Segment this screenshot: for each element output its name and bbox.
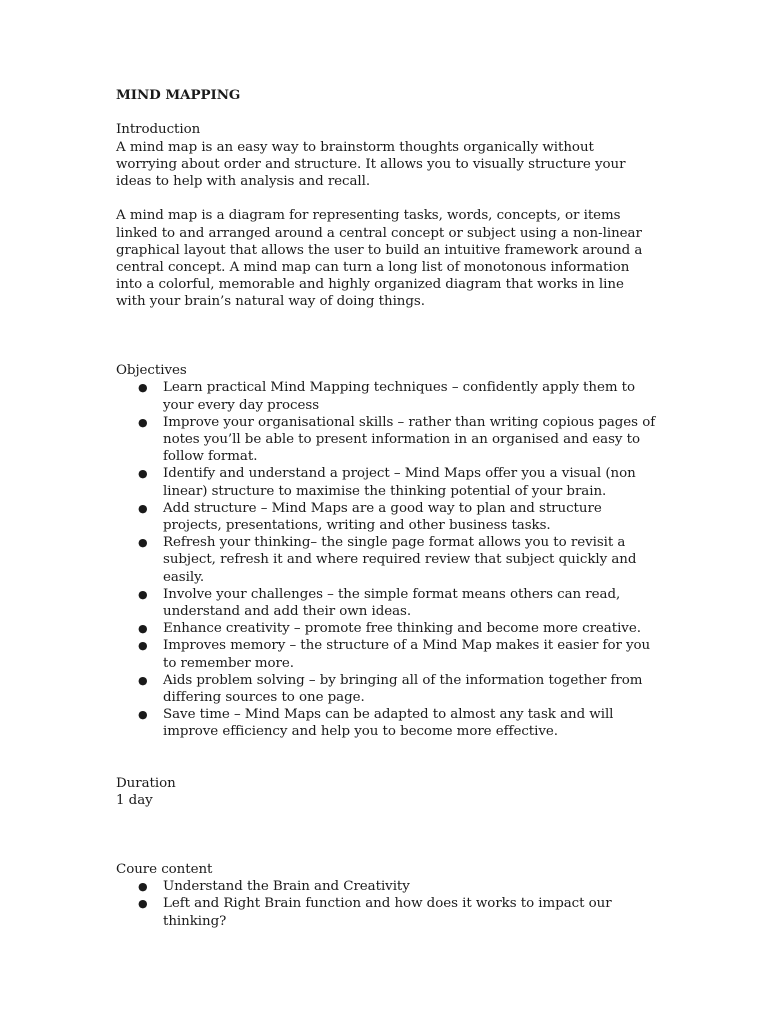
course-content-heading: Coure content <box>116 862 213 878</box>
list-item-text: Involve your challenges – the simple format means others can read, understand and add their own ideas. <box>163 586 621 620</box>
list-item-text: Improves memory – the structure of a Mind Map makes it easier for you to remember more. <box>163 638 651 671</box>
list-item <box>116 637 656 671</box>
bullet-icon: ● <box>138 708 148 722</box>
objectives-heading: Objectives <box>116 363 187 379</box>
objectives-list <box>116 379 656 740</box>
list-item-text: Understand the Brain and Creativity <box>163 879 410 895</box>
list-item <box>116 534 656 586</box>
bullet-icon: ● <box>138 501 148 515</box>
bullet-icon: ● <box>138 897 148 911</box>
list-item <box>116 500 656 534</box>
list-item <box>116 895 656 929</box>
bullet-icon: ● <box>138 381 148 395</box>
list-item <box>116 586 656 620</box>
bullet-icon: ● <box>138 673 148 687</box>
bullet-icon: ● <box>138 467 148 481</box>
document-page <box>116 87 656 930</box>
list-item <box>116 465 656 499</box>
introduction-paragraph-2: A mind map is a diagram for representing tasks, words, concepts, or items linked to and arranged around a central concept or subject using a non-linear graphical layout that allows the user to build an intuitive framework around a central concept. A mind map can turn a long list of monotonous information into a colorful, memorable and highly organized diagram that works in line with your brain’s natural way of doing things. <box>116 208 643 310</box>
list-item-text: Improve your organisational skills – rather than writing copious pages of notes you’ll be able to present information in an organised and easy to follow format. <box>163 414 656 465</box>
bullet-icon: ● <box>138 536 148 550</box>
list-item-text: Add structure – Mind Maps are a good way to plan and structure projects, presentations, writing and other business tasks. <box>163 500 602 534</box>
course-content-list <box>116 878 656 930</box>
list-item <box>116 379 656 413</box>
list-item-text: Learn practical Mind Mapping techniques – confidently apply them to your every day process <box>163 380 636 413</box>
bullet-icon: ● <box>138 587 148 601</box>
document-title: MIND MAPPING <box>116 87 241 103</box>
duration-heading: Duration <box>116 776 176 792</box>
list-item <box>116 414 656 466</box>
bullet-icon: ● <box>138 880 148 894</box>
list-item <box>116 672 656 706</box>
list-item <box>116 878 656 895</box>
list-item-text: Identify and understand a project – Mind Maps offer you a visual (non linear) structure to maximise the thinking potential of your brain. <box>163 466 636 499</box>
list-item <box>116 620 656 637</box>
list-item-text: Left and Right Brain function and how does it works to impact our thinking? <box>163 896 612 929</box>
duration-value: 1 day <box>116 793 153 809</box>
bullet-icon: ● <box>138 639 148 653</box>
list-item-text: Aids problem solving – by bringing all of the information together from differing sources to one page. <box>163 672 643 706</box>
list-item-text: Save time – Mind Maps can be adapted to almost any task and will improve efficiency and help you to become more effective. <box>163 707 614 740</box>
bullet-icon: ● <box>138 622 148 636</box>
bullet-icon: ● <box>138 415 148 429</box>
list-item-text: Enhance creativity – promote free thinking and become more creative. <box>163 621 641 637</box>
introduction-paragraph-1: A mind map is an easy way to brainstorm thoughts organically without worrying about order and structure. It allows you to visually structure your ideas to help with analysis and recall. <box>116 139 626 189</box>
list-item-text: Refresh your thinking– the single page format allows you to revisit a subject, refresh it and where required review that subject quickly and easily. <box>163 535 637 585</box>
list-item <box>116 706 656 740</box>
introduction-heading: Introduction <box>116 122 201 138</box>
